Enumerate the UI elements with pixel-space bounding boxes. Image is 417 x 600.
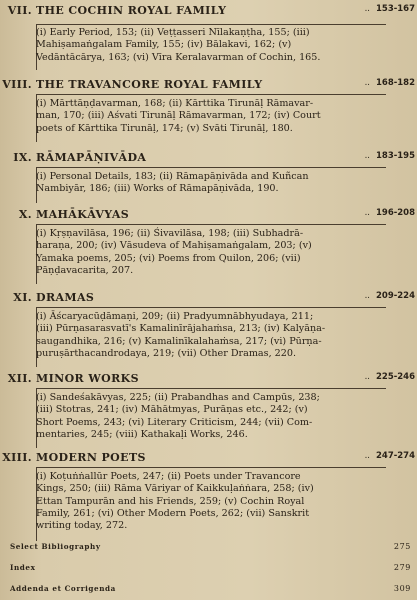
chapter-number: VIII. xyxy=(2,78,32,91)
section-line: mentaries, 245; (viii) Kathakaḷi Works, 246. xyxy=(36,428,248,440)
chapter-heading xyxy=(0,4,417,18)
chapter-title: THE TRAVANCORE ROYAL FAMILY xyxy=(36,78,263,91)
section-line: Ettan Tampurān and his Friends, 259; (v) Cochin Royal xyxy=(36,495,305,507)
chapter-title: MODERN POETS xyxy=(36,451,146,464)
chapter-number: XII. xyxy=(7,372,32,385)
section-line: (i) Āścaryacūḍāmaṇi, 209; (ii) Pradyumnābhyudaya, 211; xyxy=(36,311,314,322)
chapter-rule xyxy=(36,167,386,168)
section-line: puruṣārthacandrodaya, 219; (vii) Other Dramas, 220. xyxy=(36,347,297,359)
back-matter-entry xyxy=(10,542,415,554)
chapter-title: MAHĀKĀVYAS xyxy=(36,208,130,221)
chapter-rule xyxy=(36,388,386,389)
chapter-page-range: .. 153-167 xyxy=(364,4,415,14)
section-line: Short Poems, 243; (vi) Literary Criticism, 244; (vii) Com- xyxy=(36,416,313,428)
chapter-sections xyxy=(36,171,386,196)
chapter-heading xyxy=(0,78,417,92)
section-line: man, 170; (iii) Aśvati Tirunāḷ Rāmavarman, 172; (iv) Court xyxy=(36,110,321,122)
chapter-rule xyxy=(36,307,386,308)
chapter-title: RĀMAPĀṆIVĀDA xyxy=(36,151,147,164)
chapter-heading xyxy=(0,291,417,305)
section-line: (i) Early Period, 153; (ii) Veṭṭasseri Nīlakaṇṭha, 155; (iii) xyxy=(36,27,310,38)
chapter-heading xyxy=(0,151,417,165)
chapter-heading xyxy=(0,208,417,222)
chapter-page-range: .. 183-195 xyxy=(364,151,415,161)
section-line: Mahiṣamaṅgalam Family, 155; (iv) Bālakavi, 162; (v) xyxy=(36,39,292,51)
chapter-title: MINOR WORKS xyxy=(36,372,139,385)
back-matter-label: Select Bibliography xyxy=(10,542,101,551)
chapter-heading xyxy=(0,451,417,465)
chapter-page-range: .. 196-208 xyxy=(364,208,415,218)
back-matter-page: 309 xyxy=(393,584,411,593)
chapter-page-range: .. 225-246 xyxy=(364,372,415,382)
section-line: saugandhika, 216; (v) Kamalinīkalahaṁsa, 217; (vi) Pūrṇa- xyxy=(36,335,322,347)
chapter-sections xyxy=(36,392,386,441)
section-line: haraṇa, 200; (iv) Vāsudeva of Mahiṣamaṅgalam, 203; (v) xyxy=(36,240,312,252)
chapter-page-range: .. 209-224 xyxy=(364,291,415,301)
section-line: (i) Kṛṣṇavilāsa, 196; (ii) Śivavilāsa, 198; (iii) Subhadrā- xyxy=(36,228,304,239)
back-matter-page: 275 xyxy=(393,542,411,551)
section-line: writing today, 272. xyxy=(36,520,128,532)
chapter-page-range: .. 168-182 xyxy=(364,78,415,88)
chapter-sections xyxy=(36,228,386,277)
chapter-number: XIII. xyxy=(2,451,32,464)
back-matter-label: Addenda et Corrigenda xyxy=(10,584,116,593)
chapter-rule xyxy=(36,24,386,25)
section-line: (iii) Stotras, 241; (iv) Māhātmyas, Purāṇas etc., 242; (v) xyxy=(36,404,308,416)
section-line: poets of Kārttika Tirunāḷ, 174; (v) Svāti Tirunāḷ, 180. xyxy=(36,122,293,134)
chapter-number: VII. xyxy=(7,4,32,17)
chapter-number: XI. xyxy=(13,291,32,304)
section-line: (iii) Pūrṇasarasvatī's Kamalinīrājahaṁsa, 213; (iv) Kalyāṇa- xyxy=(36,323,326,335)
back-matter-entry xyxy=(10,584,415,596)
section-line: Vedāntācārya, 163; (vi) Vīra Keralavarman of Cochin, 165. xyxy=(36,51,321,63)
section-line: Yamaka poems, 205; (vi) Poems from Quilon, 206; (vii) xyxy=(36,252,301,264)
section-line: (i) Sandeśakāvyas, 225; (ii) Prabandhas and Campūs, 238; xyxy=(36,392,320,403)
section-line: Nambiyār, 186; (iii) Works of Rāmapāṇivāda, 190. xyxy=(36,183,279,195)
section-line: Kings, 250; (iii) Rāma Vāriyar of Kaikkuḷaṅṅara, 258; (iv) xyxy=(36,483,314,495)
chapter-title: DRAMAS xyxy=(36,291,95,304)
chapter-sections xyxy=(36,27,386,64)
chapter-rule xyxy=(36,467,386,468)
chapter-rule xyxy=(36,94,386,95)
section-line: (i) Koṭuṅṅallūr Poets, 247; (ii) Poets under Travancore xyxy=(36,471,301,482)
chapter-page-range: .. 247-274 xyxy=(364,451,415,461)
section-line: Family, 261; (vi) Other Modern Poets, 262; (vii) Sanskrit xyxy=(36,507,310,519)
chapter-number: IX. xyxy=(13,151,32,164)
chapter-sections xyxy=(36,471,386,532)
section-line: (i) Mārttāṇḍavarman, 168; (ii) Kārttika Tirunāḷ Rāmavar- xyxy=(36,98,314,109)
chapter-title: THE COCHIN ROYAL FAMILY xyxy=(36,4,227,17)
back-matter-label: Index xyxy=(10,563,36,572)
chapter-rule xyxy=(36,224,386,225)
chapter-sections xyxy=(36,98,386,135)
section-line: (i) Personal Details, 183; (ii) Rāmapāṇivāda and Kuñcan xyxy=(36,171,309,182)
back-matter-entry xyxy=(10,563,415,575)
chapter-number: X. xyxy=(18,208,32,221)
back-matter-page: 279 xyxy=(393,563,411,572)
chapter-heading xyxy=(0,372,417,386)
chapter-sections xyxy=(36,311,386,360)
section-line: Pāṇḍavacarita, 207. xyxy=(36,264,134,276)
